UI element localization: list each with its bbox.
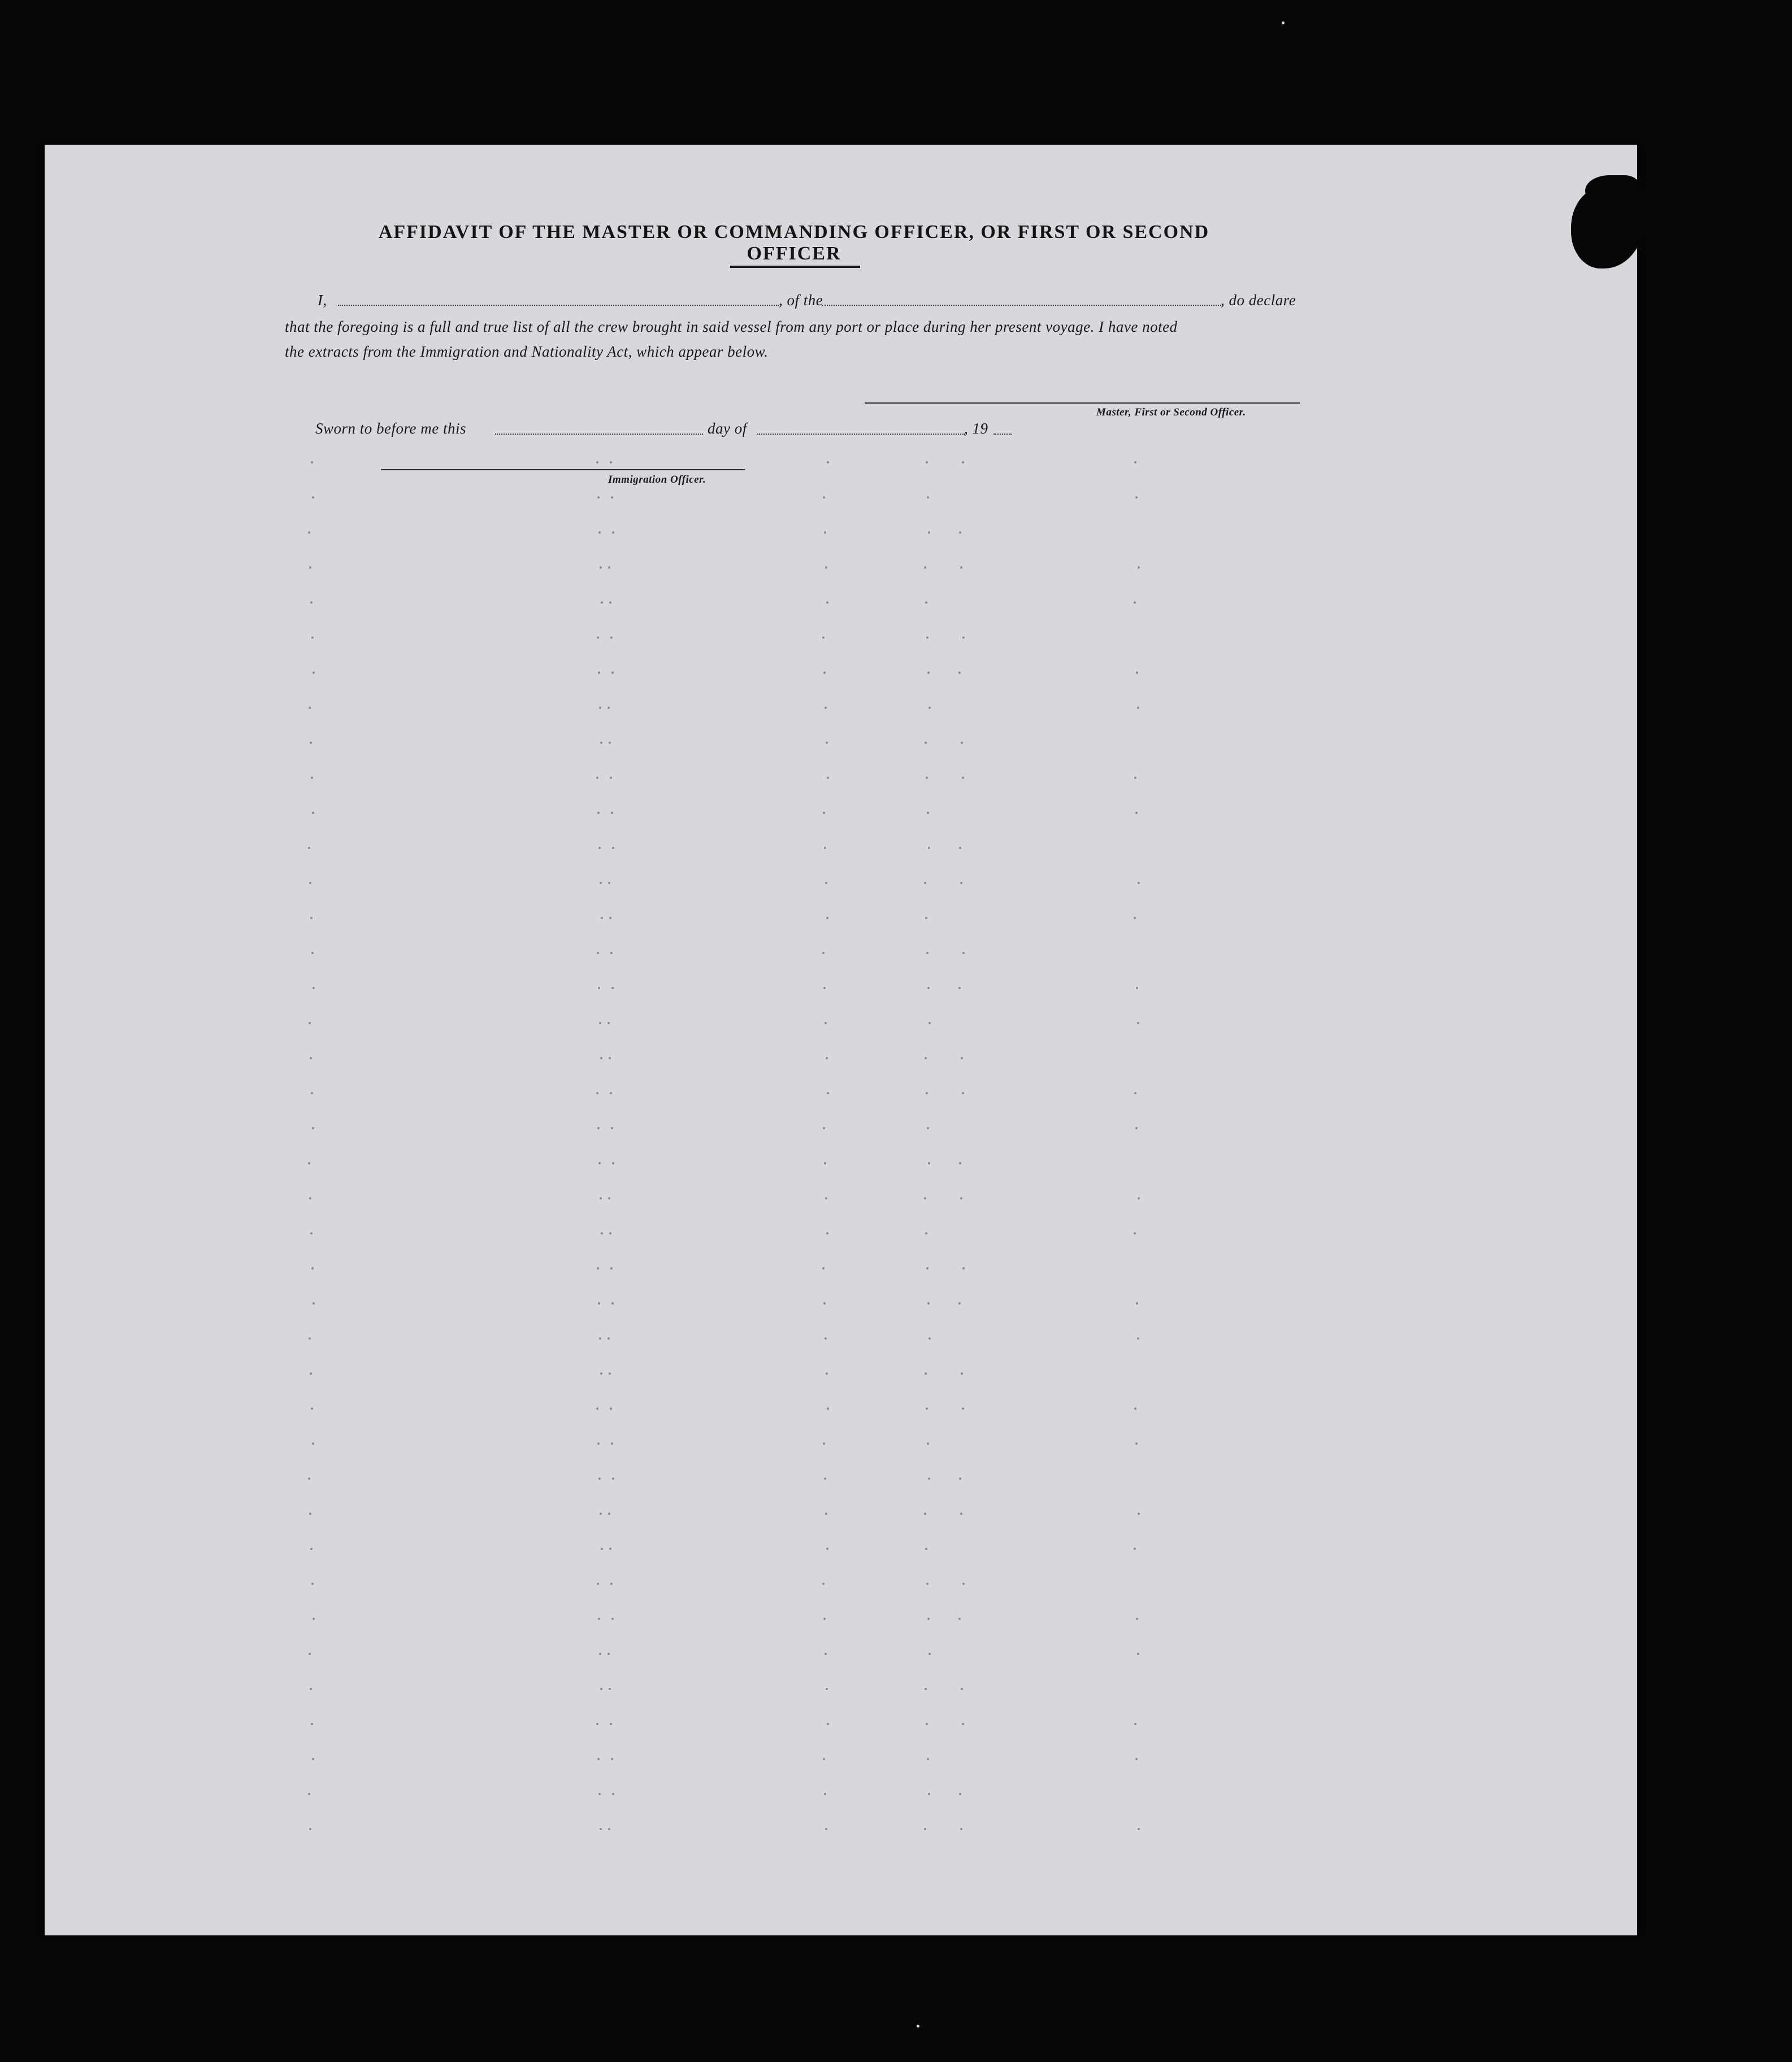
bleed-through-dot	[597, 1758, 600, 1760]
affidavit-title: AFFIDAVIT OF THE MASTER OR COMMANDING OFFICER, OR FIRST OR SECOND OFFICER	[378, 222, 1210, 264]
bleed-through-dot	[596, 1092, 598, 1094]
bleed-through-dot	[597, 636, 599, 639]
bleed-through-dot	[825, 707, 827, 709]
bleed-through-dot	[959, 847, 961, 849]
bleed-through-dot	[827, 1407, 829, 1410]
bleed-through-dot	[962, 777, 964, 779]
bleed-through-dot	[924, 1828, 926, 1830]
bleed-through-dot	[958, 672, 961, 674]
bleed-through-dot	[926, 1407, 928, 1410]
bleed-through-dot	[311, 461, 313, 463]
sworn-day-field[interactable]	[495, 434, 703, 435]
bleed-through-dot	[609, 1372, 611, 1375]
bleed-through-dot	[609, 917, 611, 919]
bleed-through-dot	[1134, 601, 1136, 604]
bleed-through-dot	[926, 1092, 928, 1094]
bleed-through-dot	[610, 952, 613, 954]
bleed-through-dot	[600, 1828, 602, 1830]
bleed-through-dot	[824, 847, 826, 849]
bleed-through-dot	[924, 1197, 926, 1199]
bleed-through-dot	[927, 496, 929, 499]
bleed-through-dot	[611, 1442, 613, 1445]
bleed-through-dot	[823, 496, 825, 499]
bleed-through-dot	[609, 1548, 611, 1550]
bleed-through-dot	[608, 882, 610, 884]
film-mark	[1282, 21, 1285, 24]
bleed-through-dot	[598, 1793, 601, 1795]
bleed-through-dot	[928, 1793, 930, 1795]
bleed-through-dot	[926, 1583, 928, 1585]
bleed-through-dot	[928, 1022, 931, 1024]
bleed-through-dot	[960, 1197, 962, 1199]
bleed-through-dot	[599, 707, 601, 709]
bleed-through-dot	[309, 1513, 311, 1515]
bleed-through-dot	[597, 1583, 599, 1585]
bleed-through-dot	[610, 777, 612, 779]
bleed-through-dot	[823, 812, 825, 814]
bleed-through-dot	[825, 1828, 827, 1830]
sworn-year-field[interactable]	[993, 434, 1012, 435]
bleed-through-dot	[927, 1618, 930, 1620]
bleed-through-dot	[961, 1057, 963, 1059]
bleed-through-dot	[926, 1267, 928, 1270]
vessel-name-field[interactable]	[822, 305, 1221, 306]
bleed-through-dot	[308, 1162, 310, 1164]
bleed-through-dot	[596, 1407, 598, 1410]
bleed-through-dot	[310, 917, 313, 919]
bleed-through-dot	[311, 1723, 313, 1725]
bleed-through-dot	[599, 1337, 601, 1340]
bleed-through-dot	[311, 1407, 313, 1410]
bleed-through-dot	[823, 672, 826, 674]
bleed-through-dot	[822, 1267, 825, 1270]
bleed-through-dot	[925, 1688, 927, 1690]
form-page	[45, 145, 1637, 1935]
declaration-text-line-3: the extracts from the Immigration and Nationality Act, which appear below.	[285, 343, 769, 360]
bleed-through-dot	[1138, 1828, 1140, 1830]
bleed-through-dot	[959, 1793, 961, 1795]
bleed-through-dot	[597, 952, 599, 954]
of-the-label: , of the	[779, 292, 823, 309]
bleed-through-dot	[1138, 566, 1140, 569]
bleed-through-dot	[599, 1022, 601, 1024]
bleed-through-dot	[824, 531, 826, 534]
bleed-through-dot	[1137, 1653, 1139, 1655]
bleed-through-dot	[612, 1162, 614, 1164]
bleed-through-dot	[1135, 1758, 1138, 1760]
bleed-through-dot	[962, 1267, 965, 1270]
bleed-through-dot	[598, 1478, 601, 1480]
bleed-through-dot	[928, 847, 930, 849]
bleed-through-dot	[927, 987, 930, 989]
bleed-through-dot	[960, 566, 962, 569]
bleed-through-dot	[601, 601, 603, 604]
bleed-through-dot	[928, 707, 931, 709]
bleed-through-dot	[827, 461, 829, 463]
bleed-through-dot	[611, 1302, 614, 1305]
bleed-through-dot	[826, 1688, 828, 1690]
bleed-through-dot	[1134, 1092, 1136, 1094]
bleed-through-dot	[925, 1548, 927, 1550]
bleed-through-dot	[600, 1197, 602, 1199]
bleed-through-dot	[823, 1127, 825, 1129]
bleed-through-dot	[596, 1723, 598, 1725]
bleed-through-dot	[962, 1092, 964, 1094]
bleed-through-dot	[823, 987, 826, 989]
bleed-through-dot	[598, 531, 601, 534]
bleed-through-dot	[611, 496, 613, 499]
bleed-through-dot	[1138, 1197, 1140, 1199]
bleed-through-dot	[826, 1232, 828, 1234]
bleed-through-dot	[958, 1302, 961, 1305]
bleed-through-dot	[1138, 1513, 1140, 1515]
bleed-through-dot	[823, 1618, 826, 1620]
bleed-through-dot	[1136, 672, 1138, 674]
bleed-through-dot	[600, 1688, 602, 1690]
bleed-through-dot	[600, 742, 602, 744]
bleed-through-dot	[611, 987, 614, 989]
bleed-through-dot	[928, 1337, 931, 1340]
bleed-through-dot	[311, 777, 313, 779]
bleed-through-dot	[924, 1513, 926, 1515]
bleed-through-dot	[824, 1793, 826, 1795]
title-underline	[730, 266, 860, 268]
bleed-through-dot	[610, 1583, 613, 1585]
bleed-through-dot	[309, 1022, 311, 1024]
bleed-through-dot	[598, 672, 600, 674]
bleed-through-dot	[826, 1372, 828, 1375]
bleed-through-dot	[1137, 707, 1139, 709]
bleed-through-dot	[927, 1442, 929, 1445]
bleed-through-dot	[610, 1723, 612, 1725]
bleed-through-dot	[959, 531, 961, 534]
declaration-text-line-2: that the foregoing is a full and true list of all the crew brought in said vessel from any port or place during her present voyage. I have noted	[285, 318, 1178, 335]
bleed-through-dot	[927, 1758, 929, 1760]
sworn-month-field[interactable]	[757, 434, 965, 435]
bleed-through-dot	[611, 672, 614, 674]
bleed-through-dot	[308, 1478, 310, 1480]
bleed-through-dot	[608, 1197, 610, 1199]
bleed-through-dot	[610, 461, 612, 463]
bleed-through-dot	[962, 636, 965, 639]
declarant-prefix: I,	[318, 292, 327, 309]
bleed-through-dot	[612, 1478, 614, 1480]
bleed-through-dot	[596, 461, 598, 463]
bleed-through-dot	[610, 1407, 612, 1410]
declarant-name-field[interactable]	[338, 305, 779, 306]
bleed-through-dot	[826, 742, 828, 744]
bleed-through-dot	[309, 1337, 311, 1340]
bleed-through-dot	[826, 1548, 828, 1550]
bleed-through-dot	[309, 1653, 311, 1655]
bleed-through-dot	[611, 1127, 613, 1129]
bleed-through-dot	[927, 812, 929, 814]
bleed-through-dot	[611, 1758, 613, 1760]
bleed-through-dot	[601, 1548, 603, 1550]
bleed-through-dot	[824, 1478, 826, 1480]
sworn-label: Sworn to before me this	[315, 420, 466, 437]
bleed-through-dot	[597, 496, 600, 499]
bleed-through-dot	[1134, 1407, 1136, 1410]
bleed-through-dot	[608, 566, 610, 569]
bleed-through-dot	[312, 812, 314, 814]
bleed-through-dot	[926, 1723, 928, 1725]
bleed-through-dot	[609, 601, 611, 604]
bleed-through-dot	[313, 1302, 315, 1305]
bleed-through-dot	[597, 812, 600, 814]
bleed-through-dot	[310, 1688, 312, 1690]
bleed-through-dot	[928, 531, 930, 534]
bleed-through-dot	[1134, 461, 1136, 463]
bleed-through-dot	[311, 952, 314, 954]
bleed-through-dot	[926, 461, 928, 463]
bleed-through-dot	[924, 566, 926, 569]
bleed-through-dot	[309, 882, 311, 884]
bleed-through-dot	[827, 1723, 829, 1725]
bleed-through-dot	[927, 672, 930, 674]
bleed-through-dot	[610, 1267, 613, 1270]
bleed-through-dot	[311, 1583, 314, 1585]
bleed-through-dot	[309, 566, 311, 569]
bleed-through-dot	[1134, 917, 1136, 919]
bleed-through-dot	[610, 636, 613, 639]
bleed-through-dot	[827, 1092, 829, 1094]
bleed-through-dot	[312, 1758, 314, 1760]
bleed-through-dot	[823, 1758, 825, 1760]
bleed-through-dot	[962, 1583, 965, 1585]
bleed-through-dot	[597, 1267, 599, 1270]
bleed-through-dot	[609, 742, 611, 744]
bleed-through-dot	[1134, 1723, 1136, 1725]
bleed-through-dot	[310, 601, 313, 604]
bleed-through-dot	[927, 1127, 929, 1129]
bleed-through-dot	[825, 566, 827, 569]
bleed-through-dot	[962, 461, 964, 463]
bleed-through-dot	[313, 672, 315, 674]
bleed-through-dot	[312, 496, 314, 499]
bleed-through-dot	[1137, 1337, 1139, 1340]
bleed-through-dot	[1136, 987, 1138, 989]
bleed-through-dot	[310, 1372, 312, 1375]
bleed-through-dot	[608, 707, 610, 709]
bleed-through-dot	[925, 742, 927, 744]
bleed-through-dot	[311, 1267, 314, 1270]
bleed-through-dot	[612, 1793, 614, 1795]
bleed-through-dot	[1135, 1442, 1138, 1445]
bleed-through-dot	[608, 1653, 610, 1655]
bleed-through-dot	[1134, 777, 1136, 779]
bleed-through-dot	[601, 1232, 603, 1234]
bleed-through-dot	[609, 1232, 611, 1234]
bleed-through-dot	[962, 1723, 964, 1725]
bleed-through-dot	[600, 1372, 602, 1375]
bleed-through-dot	[310, 742, 312, 744]
bleed-through-dot	[926, 777, 928, 779]
bleed-through-dot	[928, 1653, 931, 1655]
bleed-through-dot	[310, 1057, 312, 1059]
bleed-through-dot	[924, 882, 926, 884]
bleed-through-dot	[1138, 882, 1140, 884]
bleed-through-dot	[310, 1548, 313, 1550]
bleed-through-dot	[960, 1828, 962, 1830]
bleed-through-dot	[611, 1618, 614, 1620]
immigration-officer-signature-line[interactable]	[381, 469, 745, 470]
immigration-officer-caption: Immigration Officer.	[608, 474, 706, 486]
bleed-through-dot	[827, 777, 829, 779]
bleed-through-dot	[598, 1162, 601, 1164]
bleed-through-dot	[822, 636, 825, 639]
bleed-through-marks	[45, 145, 1637, 1935]
bleed-through-dot	[313, 1618, 315, 1620]
master-signature-caption: Master, First or Second Officer.	[1096, 406, 1246, 418]
bleed-through-dot	[313, 987, 315, 989]
bleed-through-dot	[826, 917, 828, 919]
bleed-through-dot	[825, 1513, 827, 1515]
bleed-through-dot	[312, 1127, 314, 1129]
bleed-through-dot	[309, 707, 311, 709]
bleed-through-dot	[960, 882, 962, 884]
bleed-through-dot	[310, 1232, 313, 1234]
bleed-through-dot	[608, 1828, 610, 1830]
bleed-through-dot	[1134, 1548, 1136, 1550]
bleed-through-dot	[308, 1793, 310, 1795]
bleed-through-dot	[309, 1197, 311, 1199]
bleed-through-dot	[925, 601, 927, 604]
bleed-through-dot	[825, 882, 827, 884]
bleed-through-dot	[608, 1022, 610, 1024]
bleed-through-dot	[600, 1057, 602, 1059]
bleed-through-dot	[309, 1828, 311, 1830]
bleed-through-dot	[598, 987, 600, 989]
bleed-through-dot	[824, 1162, 826, 1164]
bleed-through-dot	[1135, 812, 1138, 814]
bleed-through-dot	[601, 917, 603, 919]
bleed-through-dot	[609, 1688, 611, 1690]
bleed-through-dot	[926, 952, 928, 954]
bleed-through-dot	[962, 952, 965, 954]
bleed-through-dot	[1135, 1127, 1138, 1129]
bleed-through-dot	[822, 1583, 825, 1585]
day-of-label: day of	[708, 420, 747, 437]
bleed-through-dot	[822, 952, 825, 954]
bleed-through-dot	[1135, 496, 1138, 499]
bleed-through-dot	[1134, 1232, 1136, 1234]
bleed-through-dot	[1136, 1302, 1138, 1305]
bleed-through-dot	[596, 777, 598, 779]
bleed-through-dot	[597, 1127, 600, 1129]
bleed-through-dot	[600, 882, 602, 884]
bleed-through-dot	[927, 1302, 930, 1305]
bleed-through-dot	[598, 1618, 600, 1620]
bleed-through-dot	[826, 1057, 828, 1059]
bleed-through-dot	[928, 1478, 930, 1480]
bleed-through-dot	[608, 1513, 610, 1515]
film-mark	[917, 2025, 919, 2028]
bleed-through-dot	[961, 1372, 963, 1375]
bleed-through-dot	[959, 1478, 961, 1480]
bleed-through-dot	[961, 1688, 963, 1690]
bleed-through-dot	[925, 1057, 927, 1059]
bleed-through-dot	[609, 1057, 611, 1059]
bleed-through-dot	[823, 1302, 826, 1305]
bleed-through-dot	[961, 742, 963, 744]
bleed-through-dot	[825, 1337, 827, 1340]
bleed-through-dot	[959, 1162, 961, 1164]
bleed-through-dot	[960, 1513, 962, 1515]
bleed-through-dot	[611, 812, 613, 814]
bleed-through-dot	[598, 847, 601, 849]
bleed-through-dot	[826, 601, 828, 604]
bleed-through-dot	[825, 1022, 827, 1024]
bleed-through-dot	[308, 531, 310, 534]
bleed-through-dot	[312, 1442, 314, 1445]
bleed-through-dot	[612, 847, 614, 849]
bleed-through-dot	[958, 1618, 961, 1620]
bleed-through-dot	[928, 1162, 930, 1164]
bleed-through-dot	[600, 1513, 602, 1515]
bleed-through-dot	[311, 636, 314, 639]
bleed-through-dot	[925, 917, 927, 919]
bleed-through-dot	[600, 566, 602, 569]
bleed-through-dot	[962, 1407, 964, 1410]
year-label: , 19	[964, 420, 988, 437]
bleed-through-dot	[597, 1442, 600, 1445]
bleed-through-dot	[308, 847, 310, 849]
bleed-through-dot	[610, 1092, 612, 1094]
bleed-through-dot	[825, 1197, 827, 1199]
bleed-through-dot	[958, 987, 961, 989]
master-signature-line[interactable]	[865, 402, 1300, 404]
bleed-through-dot	[608, 1337, 610, 1340]
bleed-through-dot	[598, 1302, 600, 1305]
do-declare-label: , do declare	[1221, 292, 1296, 309]
bleed-through-dot	[925, 1372, 927, 1375]
bleed-through-dot	[599, 1653, 601, 1655]
bleed-through-dot	[311, 1092, 313, 1094]
bleed-through-dot	[1137, 1022, 1139, 1024]
bleed-through-dot	[825, 1653, 827, 1655]
bleed-through-dot	[612, 531, 614, 534]
bleed-through-dot	[823, 1442, 825, 1445]
bleed-through-dot	[1136, 1618, 1138, 1620]
bleed-through-dot	[925, 1232, 927, 1234]
bleed-through-dot	[926, 636, 928, 639]
